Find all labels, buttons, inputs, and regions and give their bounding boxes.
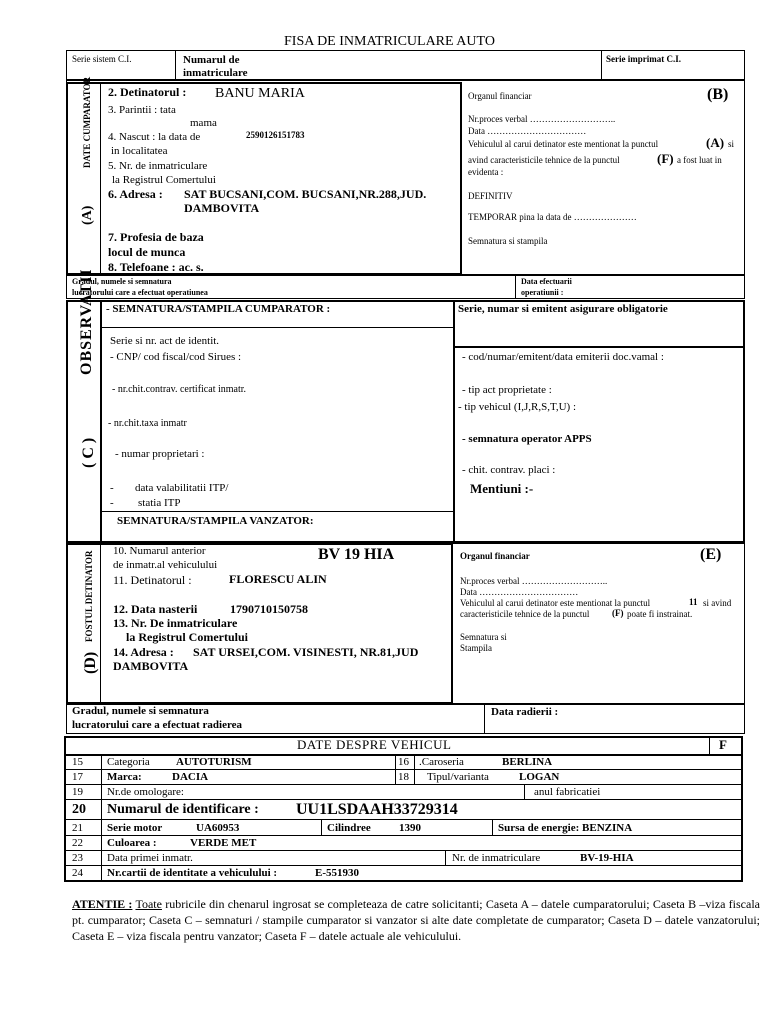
inmatr-vehicul-label: de inmatr.al vehiculului	[113, 559, 218, 571]
vehicul-e-text-2b: poate fi instrainat.	[627, 609, 693, 619]
profesia-label: 7. Profesia de baza	[108, 230, 204, 244]
divider	[64, 784, 743, 785]
tip-act-label: - tip act proprietate :	[462, 384, 552, 396]
vin-value: UU1LSDAAH33729314	[296, 801, 458, 818]
nascut-label: 4. Nascut : la data de	[108, 131, 201, 143]
divider	[395, 754, 396, 784]
itp-valabilitate-label: data valabilitatii ITP/	[135, 482, 229, 494]
vehicul-e-text-2: caracteristicile tehnice de la punctul	[460, 609, 590, 619]
divider	[100, 544, 101, 703]
divider	[64, 865, 743, 866]
semnatura-e-label-1: Semnatura si	[460, 632, 507, 642]
serie-motor-value: UA60953	[196, 822, 240, 834]
data-efectuarii-label-2: operatiunii :	[521, 288, 564, 297]
omologare-label: Nr.de omologare:	[107, 786, 184, 798]
nr-inmatriculare-f-label: Nr. de inmatriculare	[452, 852, 541, 864]
cilindree-value: 1390	[399, 822, 421, 834]
nr-inmatriculare-f-value: BV-19-HIA	[580, 852, 634, 864]
section-c-letter: ( C )	[80, 437, 97, 468]
dash: -	[110, 497, 114, 509]
mama-label: mama	[190, 117, 217, 129]
adresa-d-value-line2: DAMBOVITA	[113, 659, 189, 673]
divider	[101, 754, 102, 881]
semnatura-cumparator-label: - SEMNATURA/STAMPILA CUMPARATOR :	[106, 303, 331, 315]
chit-taxa-label: - nr.chit.taxa inmatr	[108, 418, 187, 429]
divider	[175, 50, 176, 80]
tipul-label: Tipul/varianta	[427, 771, 489, 783]
semnatura-apps-label: - semnatura operator APPS	[462, 433, 592, 445]
caroseria-value: BERLINA	[502, 756, 553, 768]
asigurare-label: Serie, numar si emitent asigurare obligatorie	[458, 303, 668, 315]
tipul-value: LOGAN	[519, 771, 560, 783]
vehicul-text-1: Vehiculul al carui detinator este mentionat la punctul	[468, 139, 659, 149]
tip-vehicul-label: - tip vehicul (I,J,R,S,T,U) :	[458, 401, 577, 413]
divider	[515, 275, 516, 299]
observatii-label: OBSERVATII	[78, 268, 95, 375]
serie-motor-label: Serie motor	[107, 822, 163, 834]
gradul-label-2: lucratorului care a efectuat operatiunea	[72, 288, 208, 297]
serie-sistem-label: Serie sistem C.I.	[72, 54, 132, 64]
row-number: 18	[398, 771, 409, 783]
semnatura-stampila-b: Semnatura si stampila	[468, 236, 548, 246]
atentie-label: ATENTIE :	[72, 897, 133, 911]
statia-itp-label: statia ITP	[138, 497, 181, 509]
nr-proces-verbal: Nr.proces verbal ………………………..	[468, 114, 616, 124]
chit-certificat-label: - nr.chit.contrav. certificat inmatr.	[112, 384, 247, 395]
data-line: Data ……………………………	[468, 126, 587, 136]
divider	[100, 327, 453, 328]
semnatura-e-label-2: Stampila	[460, 643, 492, 653]
divider	[100, 84, 101, 274]
data-line-e: Data ……………………………	[460, 587, 579, 597]
row-number: 17	[72, 771, 83, 783]
numarul-inmatriculare-label: Numarul de	[183, 54, 240, 66]
chit-placi-label: - chit. contrav. placi :	[462, 464, 556, 476]
detinator-d-label: 11. Detinatorul :	[113, 573, 192, 587]
mentiuni-label: Mentiuni :-	[470, 481, 534, 496]
row-number: 23	[72, 852, 83, 864]
numar-proprietari-label: - numar proprietari :	[115, 448, 205, 460]
gradul-radiere-label-1: Gradul, numele si semnatura	[72, 705, 209, 717]
row-number: 24	[72, 867, 83, 879]
data-efectuarii-label-1: Data efectuarii	[521, 277, 572, 286]
organ-financiar-e-label: Organul financiar	[460, 551, 530, 561]
numarul-inmatriculare-label-2: inmatriculare	[183, 67, 248, 79]
data-nasterii-value: 1790710150758	[230, 602, 308, 616]
nr-inmatriculare-label: 5. Nr. de inmatriculare	[108, 160, 208, 172]
divider	[524, 784, 525, 799]
detinator-value: BANU MARIA	[215, 86, 305, 101]
anul-fabricatiei-label: anul fabricatiei	[534, 786, 601, 798]
nr-inmatr-d-label: 13. Nr. De inmatriculare	[113, 616, 238, 630]
divider	[64, 769, 743, 770]
atentie-note	[72, 896, 760, 944]
data-radierii-label: Data radierii :	[491, 706, 559, 718]
divider	[709, 737, 710, 754]
si-text: si	[728, 139, 735, 149]
f-mark: (F)	[657, 151, 674, 166]
divider	[445, 850, 446, 865]
registrul-comertului-label: la Registrul Comertului	[112, 174, 216, 186]
detinator-d-value: FLORESCU ALIN	[229, 572, 327, 586]
divider	[414, 754, 415, 784]
serie-act-label: Serie si nr. act de identit.	[110, 335, 220, 347]
cilindree-label: Cilindree	[327, 822, 371, 834]
a-mark: (A)	[706, 135, 725, 150]
semnatura-vanzator-label: SEMNATURA/STAMPILA VANZATOR:	[117, 515, 314, 527]
row-number: 15	[72, 756, 83, 768]
f-mark-e: (F)	[612, 608, 624, 618]
divider	[64, 835, 743, 836]
divider	[492, 819, 493, 835]
divider	[601, 50, 602, 80]
section-e-letter: (E)	[700, 546, 722, 563]
atentie-text: rubricile din chenarul ingrosat se completeaza de catre solicitanti; Caseta A – datele cumparatorului; Caseta B –viza fiscala pt. cumparator; Caseta C – semnaturi / stampile cumparator si vanzator si alte date completate de cumparator; Caseta D – datele vanzatorului; Caseta E – viza fiscala pentru vanzator; Caseta F – datele actuale ale vehiculului.	[72, 897, 760, 943]
vehicul-text-2: avind caracteristicile tehnice de la punctul	[468, 155, 620, 165]
adresa-d-label: 14. Adresa :	[113, 645, 174, 659]
categoria-value: AUTOTURISM	[176, 756, 252, 768]
vehicul-text-2b: a fost luat in	[677, 155, 722, 165]
sursa-energie: Sursa de energie: BENZINA	[498, 822, 633, 834]
numar-anterior-label: 10. Numarul anterior	[113, 545, 206, 557]
telefoane-label: 8. Telefoane : ac. s.	[108, 260, 204, 274]
nr-cartii-value: E-551930	[315, 867, 359, 879]
section-a-letter: (A)	[80, 205, 95, 225]
row-number: 19	[72, 786, 83, 798]
punct-11: 11	[689, 597, 698, 607]
nr-identificare-label: Numarul de identificare :	[107, 802, 259, 817]
detinator-label: 2. Detinatorul :	[108, 85, 187, 99]
gradul-label-1: Gradul, numele si semnatura	[72, 277, 172, 286]
serie-imprimat-label: Serie imprimat C.I.	[606, 54, 681, 64]
marca-label: Marca:	[107, 771, 142, 783]
nr-proces-verbal-e: Nr.proces verbal ………………………..	[460, 576, 608, 586]
divider	[100, 511, 453, 512]
culoarea-value: VERDE MET	[190, 837, 257, 849]
culoarea-label: Culoarea :	[107, 837, 157, 849]
numar-anterior-value: BV 19 HIA	[318, 546, 395, 563]
localitatea-label: in localitatea	[111, 145, 168, 157]
row-number: 16	[398, 756, 409, 768]
evidenta-text: evidenta :	[468, 167, 504, 177]
vehicul-e-text-1: Vehiculul al carui detinator este mentionat la punctul	[460, 598, 651, 608]
toate-word: Toate	[135, 897, 162, 911]
row-number: 20	[72, 802, 86, 817]
vehicul-e-text-1b: si avind	[703, 598, 732, 608]
nr-cartii-label: Nr.cartii de identitate a vehiculului :	[107, 867, 278, 879]
divider	[321, 819, 322, 835]
adresa-value-line2: DAMBOVITA	[184, 201, 260, 215]
date-cumparator-label: DATE CUMPARATOR	[82, 76, 92, 168]
section-b-letter: (B)	[707, 86, 729, 103]
dash: -	[110, 482, 114, 494]
categoria-label: Categoria	[107, 756, 150, 768]
data-nasterii-label: 12. Data nasterii	[113, 602, 198, 616]
divider	[100, 301, 102, 542]
page-title: FISA DE INMATRICULARE AUTO	[284, 34, 495, 49]
caroseria-label: .Caroseria	[419, 756, 464, 768]
divider	[64, 850, 743, 851]
fostul-detinator-label: FOSTUL DETINATOR	[84, 550, 94, 642]
divider	[484, 704, 485, 734]
organ-financiar-label: Organul financiar	[468, 91, 532, 101]
section-d-letter: (D)	[82, 651, 99, 674]
parinti-label: 3. Parintii : tata	[108, 104, 176, 116]
row-number: 22	[72, 837, 83, 849]
locul-de-munca-label: locul de munca	[108, 245, 186, 259]
cnp-label: - CNP/ cod fiscal/cod Sirues :	[110, 351, 242, 363]
row-number: 21	[72, 822, 83, 834]
date-vehicul-header: DATE DESPRE VEHICUL	[297, 737, 452, 752]
adresa-value-line1: SAT BUCSANI,COM. BUCSANI,NR.288,JUD.	[184, 187, 427, 201]
cnp-value: 2590126151783	[246, 130, 305, 140]
section-f-letter: F	[719, 737, 727, 752]
definitiv-text: DEFINITIV	[468, 191, 513, 201]
cod-vamal-label: - cod/numar/emitent/data emiterii doc.vamal :	[462, 351, 664, 363]
adresa-d-value-line1: SAT URSEI,COM. VISINESTI, NR.81,JUD	[193, 645, 419, 659]
adresa-label: 6. Adresa :	[108, 187, 163, 201]
gradul-radiere-label-2: lucratorului care a efectuat radierea	[72, 719, 243, 731]
temporar-text: TEMPORAR pina la data de …………………	[468, 212, 637, 222]
divider	[64, 799, 743, 800]
registrul-d-label: la Registrul Comertului	[126, 630, 248, 644]
marca-value: DACIA	[172, 771, 209, 783]
data-primei-label: Data primei inmatr.	[107, 852, 193, 864]
